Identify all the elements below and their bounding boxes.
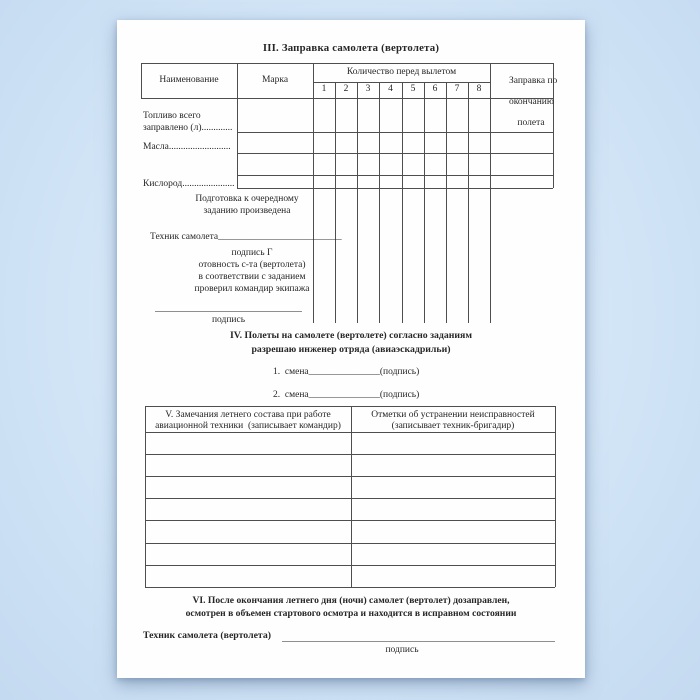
section-4-title-line2: разрешаю инженер отряда (авиаэскадрильи) [251, 344, 451, 355]
flight-number-cell: 5 [410, 84, 416, 94]
table-grid-line [424, 82, 425, 323]
after-flight-line3: полета [517, 117, 545, 128]
shift-1-signature-line: 1. смена_______________(подпись) [273, 367, 420, 377]
table-grid-line [141, 63, 553, 64]
closing-technician-label: Техник самолета (вертолета) [143, 630, 272, 641]
table-grid-line [237, 153, 553, 154]
technician-signature-line: Техник самолета__________________________ [150, 232, 342, 242]
after-flight-line1: Заправка по [509, 75, 558, 86]
remarks-right-header-line2: (записывает техник-бригадир) [391, 421, 515, 431]
remarks-left-header-line1: V. Замечания летнего состава при работе [165, 410, 331, 420]
table-grid-line [145, 406, 555, 407]
table-grid-line [468, 82, 469, 323]
section-6-title-line1: VI. После окончания летнего дня (ночи) самолет (вертолет) дозаправлен, [192, 595, 510, 606]
closing-signature-caption: подпись [385, 645, 419, 655]
row-label-oil: Масла.......................... [143, 142, 231, 152]
remarks-table [145, 406, 555, 587]
readiness-note-line: в соответствии с заданием [198, 272, 306, 282]
prep-note-line2: заданию произведена [203, 206, 291, 216]
readiness-note-line: подпись Г [231, 248, 273, 258]
table-grid-line [402, 82, 403, 323]
table-grid-line [351, 406, 352, 587]
flight-number-cell: 3 [365, 84, 371, 94]
table-grid-line [555, 406, 556, 587]
prep-note-line1: Подготовка к очередному [195, 194, 299, 204]
section-3-title: III. Заправка самолета (вертолета) [262, 42, 440, 54]
table-grid-line [145, 543, 555, 544]
closing-signature-line [282, 641, 555, 642]
row-label-fuel-line2: заправлено (л)............. [143, 123, 233, 133]
readiness-note-line: отовность с-та (вертолета) [198, 260, 306, 270]
table-grid-line [145, 454, 555, 455]
table-grid-line [379, 82, 380, 323]
table-grid-line [357, 82, 358, 323]
flight-number-cell: 2 [343, 84, 349, 94]
col-header-brand: Марка [261, 75, 289, 85]
flight-number-cell: 1 [321, 84, 327, 94]
table-grid-line [145, 565, 555, 566]
col-header-quantity: Количество перед вылетом [346, 67, 457, 77]
table-grid-line [145, 476, 555, 477]
row-label-fuel-line1: Топливо всего [143, 111, 201, 121]
flight-number-cell: 7 [454, 84, 460, 94]
remarks-left-header-line2: авиационной техники (записывает командир) [155, 421, 341, 431]
form-page [117, 20, 585, 678]
table-grid-line [145, 406, 146, 587]
table-grid-line [145, 498, 555, 499]
section-4-title-line1: IV. Полеты на самолете (вертолете) согласно заданиям [229, 330, 473, 341]
table-grid-line [145, 587, 555, 588]
flight-number-cell: 8 [476, 84, 482, 94]
col-header-after-flight [490, 65, 558, 139]
table-grid-line [237, 175, 553, 176]
flight-number-cell: 6 [432, 84, 438, 94]
shift-2-signature-line: 2. смена_______________(подпись) [273, 390, 420, 400]
section-6-title-line2: осмотрен в объемен стартового осмотра и находится в исправном состоянии [185, 608, 517, 619]
remarks-right-header-line1: Отметки об устранении неисправностей [371, 410, 535, 420]
table-grid-line [237, 188, 553, 189]
col-header-name: Наименование [159, 75, 219, 85]
row-label-oxygen: Кислород...................... [143, 179, 235, 189]
commander-signature-line [155, 311, 302, 312]
readiness-note-line: проверил командир экипажа [194, 284, 310, 294]
table-grid-line [145, 520, 555, 521]
after-flight-line2: окончанию [509, 96, 554, 107]
flight-number-cell: 4 [388, 84, 393, 94]
table-grid-line [446, 82, 447, 323]
signature-caption: подпись [211, 315, 246, 325]
